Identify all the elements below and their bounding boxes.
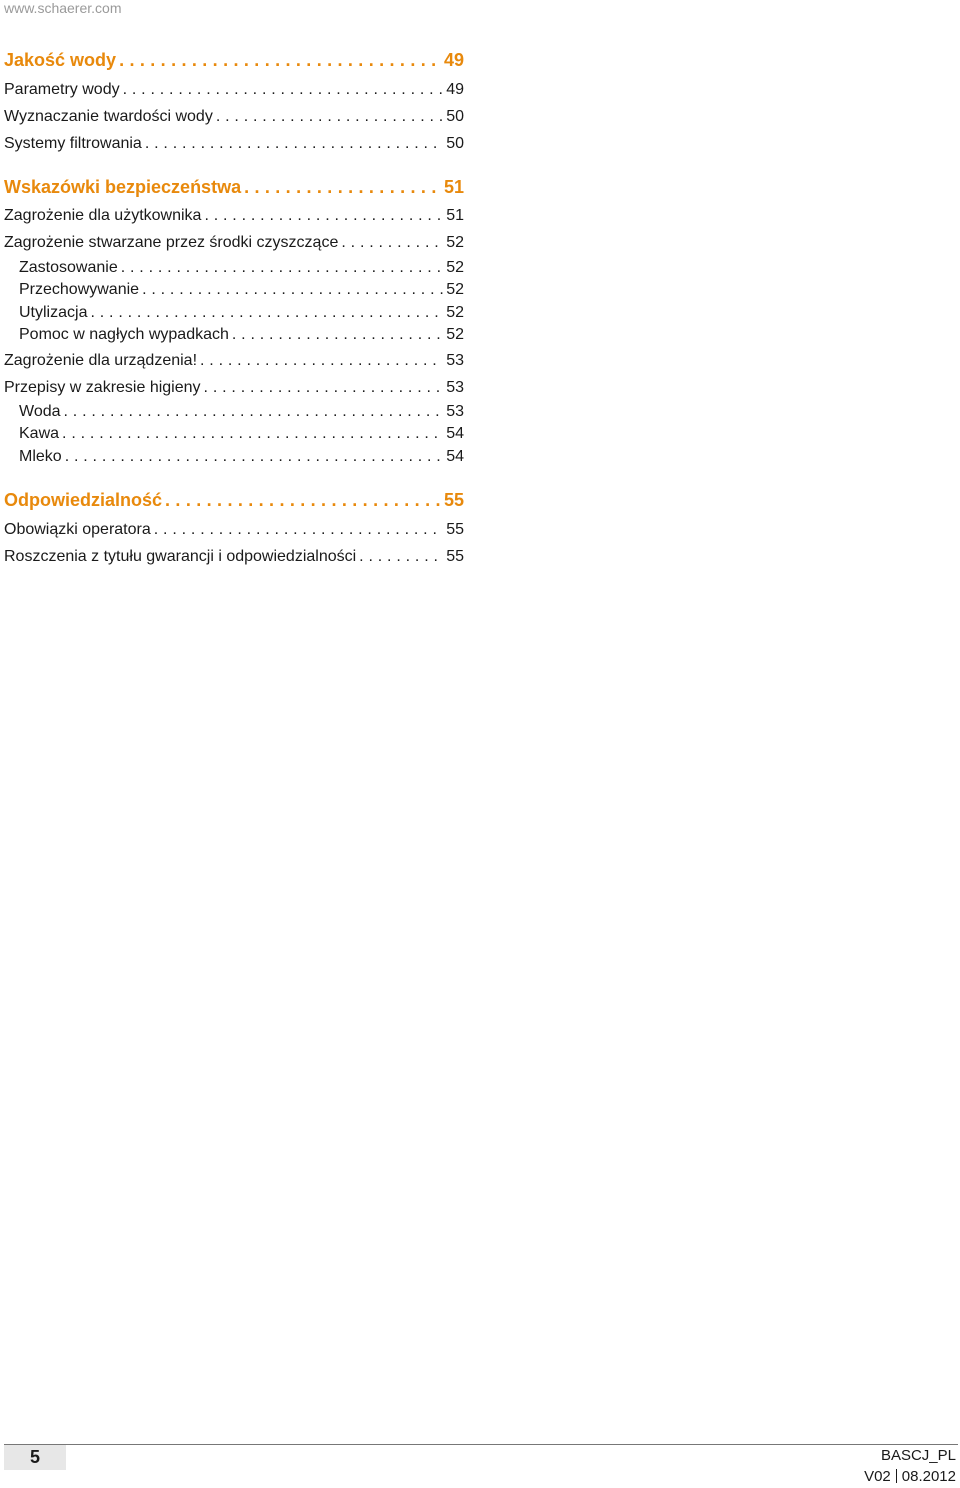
- toc-entry-label: Zastosowanie: [19, 259, 118, 276]
- toc-dot-leader: [204, 378, 444, 398]
- toc-entry[interactable]: [4, 378, 464, 398]
- toc-entry[interactable]: [19, 424, 464, 444]
- toc-entry-page: 50: [446, 108, 464, 125]
- toc-entry[interactable]: [4, 107, 464, 127]
- toc-section-heading[interactable]: [4, 490, 464, 510]
- toc-section-heading[interactable]: [4, 50, 464, 70]
- toc-entry[interactable]: [19, 303, 464, 323]
- toc-dot-leader: [232, 325, 443, 345]
- toc-entry-label: Zagrożenie dla użytkownika: [4, 207, 202, 224]
- toc-dot-leader: [359, 547, 443, 567]
- toc-dot-leader: [200, 351, 443, 371]
- toc-entry-page: 54: [446, 448, 464, 465]
- toc-entry-page: 52: [446, 259, 464, 276]
- toc-entry-label: Mleko: [19, 448, 62, 465]
- toc-entry-page: 49: [443, 50, 464, 70]
- toc-entry-label: Jakość wody: [4, 50, 117, 70]
- footer-divider: [4, 1444, 958, 1445]
- toc-entry-label: Zagrożenie stwarzane przez środki czyszczące: [4, 234, 339, 251]
- document-code: BASCJ_PL: [880, 1447, 956, 1464]
- toc-dot-leader: [341, 233, 443, 253]
- toc-entry-page: 53: [446, 403, 464, 420]
- toc-entry[interactable]: [4, 547, 464, 567]
- toc-entry-label: Roszczenia z tytułu gwarancji i odpowiedzialności: [4, 548, 357, 565]
- toc-entry-page: 55: [446, 548, 464, 565]
- toc-entry-page: 52: [446, 281, 464, 298]
- toc-dot-leader: [90, 303, 443, 323]
- toc-entry-label: Odpowiedzialność: [4, 490, 163, 510]
- toc-entry-label: Wyznaczanie twardości wody: [4, 108, 213, 125]
- toc-entry-page: 52: [446, 304, 464, 321]
- toc-entry[interactable]: [4, 233, 464, 253]
- toc-dot-leader: [123, 80, 444, 100]
- toc-dot-leader: [119, 50, 441, 70]
- toc-dot-leader: [62, 424, 443, 444]
- toc-entry-page: 54: [446, 425, 464, 442]
- toc-entry-page: 51: [443, 177, 464, 197]
- toc-entry-page: 49: [446, 81, 464, 98]
- version-label: V02: [864, 1468, 891, 1485]
- toc-entry[interactable]: [4, 206, 464, 226]
- toc-dot-leader: [154, 520, 443, 540]
- version-date: 08.2012: [901, 1468, 956, 1485]
- toc-entry-label: Parametry wody: [4, 81, 120, 98]
- page-footer: [0, 1440, 960, 1488]
- toc-entry-page: 53: [446, 352, 464, 369]
- toc-dot-leader: [121, 258, 443, 278]
- version-separator: [896, 1469, 897, 1483]
- toc-entry[interactable]: [19, 325, 464, 345]
- toc-entry-page: 55: [446, 521, 464, 538]
- toc-entry-label: Przepisy w zakresie higieny: [4, 379, 201, 396]
- toc-entry-label: Woda: [19, 403, 61, 420]
- toc-entry[interactable]: [4, 80, 464, 100]
- toc-entry[interactable]: [19, 402, 464, 422]
- toc-dot-leader: [244, 177, 441, 197]
- page-number: 5: [4, 1445, 66, 1470]
- toc-entry-label: Utylizacja: [19, 304, 88, 321]
- toc-entry-page: 51: [446, 207, 464, 224]
- table-of-contents: [4, 0, 466, 600]
- toc-entry-page: 50: [446, 135, 464, 152]
- toc-entry-page: 53: [446, 379, 464, 396]
- toc-entry-label: Kawa: [19, 425, 60, 442]
- site-url[interactable]: www.schaerer.com: [4, 0, 122, 16]
- toc-entry-label: Pomoc w nagłych wypadkach: [19, 326, 229, 343]
- toc-entry[interactable]: [19, 280, 464, 300]
- toc-entry-label: Systemy filtrowania: [4, 135, 142, 152]
- toc-entry[interactable]: [4, 134, 464, 154]
- toc-dot-leader: [165, 490, 441, 510]
- toc-dot-leader: [65, 447, 444, 467]
- toc-entry-page: 52: [446, 326, 464, 343]
- toc-entry-label: Wskazówki bezpieczeństwa: [4, 177, 242, 197]
- toc-entry[interactable]: [4, 351, 464, 371]
- document-version: [864, 1468, 956, 1486]
- toc-dot-leader: [142, 280, 443, 300]
- toc-entry-page: 55: [443, 490, 464, 510]
- toc-section-heading[interactable]: [4, 177, 464, 197]
- toc-entry[interactable]: [4, 520, 464, 540]
- toc-dot-leader: [145, 134, 443, 154]
- toc-entry-page: 52: [446, 234, 464, 251]
- toc-dot-leader: [64, 402, 444, 422]
- toc-dot-leader: [216, 107, 443, 127]
- toc-entry[interactable]: [19, 258, 464, 278]
- toc-entry-label: Obowiązki operatora: [4, 521, 151, 538]
- toc-entry[interactable]: [19, 447, 464, 467]
- toc-dot-leader: [204, 206, 443, 226]
- toc-entry-label: Przechowywanie: [19, 281, 140, 298]
- toc-entry-label: Zagrożenie dla urządzenia!: [4, 352, 198, 369]
